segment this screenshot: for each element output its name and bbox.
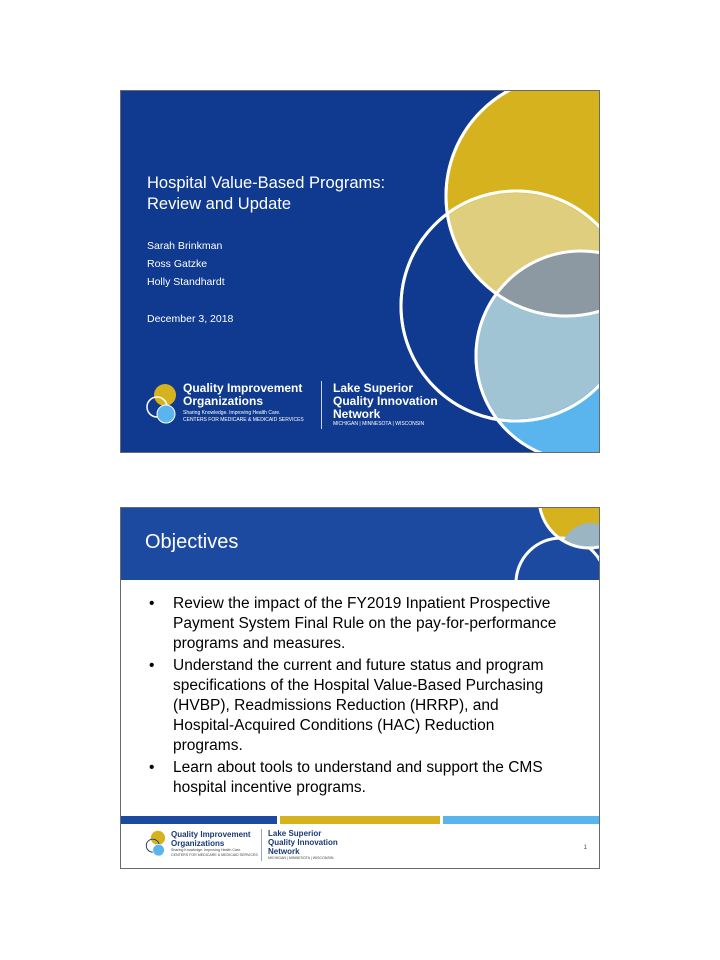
qio-logo-line2: Organizations: [171, 839, 225, 848]
slide-title: Objectives: [145, 531, 239, 553]
title-line-2: Review and Update: [147, 195, 292, 213]
list-item: [143, 758, 563, 798]
presenter-name: Holly Standhardt: [147, 276, 225, 288]
lsqin-logo: [333, 382, 438, 428]
objective-text: Understand the current and future status and program specifications of the Hospital Value-Based Purchasing (HVBP), Readmissions Reduction (HRRP), and Hospital-Acquired Conditions (HAC) Reduction programs.: [173, 657, 544, 754]
qio-logo-icon: [145, 383, 179, 429]
header-circles: [501, 508, 600, 580]
qio-logo-line1: Quality Improvement: [171, 830, 251, 839]
footer-bar-gold: [280, 816, 440, 824]
lsqin-logo-line1: Lake Superior: [333, 381, 414, 395]
lsqin-logo: [268, 829, 338, 861]
lsqin-states: MICHIGAN | MINNESOTA | WISCONSIN: [333, 421, 425, 427]
objective-text: Review the impact of the FY2019 Inpatient Prospective Payment System Final Rule on the pay-for-performance programs and measures.: [173, 595, 557, 652]
qio-logo-line2: Organizations: [183, 394, 264, 408]
objectives-list: [143, 594, 563, 800]
presenter-name: Sarah Brinkman: [147, 240, 223, 252]
lsqin-logo-line2: Quality Innovation: [333, 394, 438, 408]
lsqin-states: MICHIGAN | MINNESOTA | WISCONSIN: [268, 856, 334, 860]
qio-logo: [171, 830, 258, 858]
presentation-title: [147, 173, 385, 215]
qio-subline: CENTERS FOR MEDICARE & MEDICAID SERVICES: [183, 417, 304, 423]
qio-subline: CENTERS FOR MEDICARE & MEDICAID SERVICES: [171, 853, 258, 857]
list-item: [143, 594, 563, 654]
lsqin-logo-line2: Quality Innovation: [268, 838, 338, 847]
bullet-icon: •: [149, 657, 155, 674]
qio-tagline: Sharing Knowledge. Improving Health Care.: [183, 410, 281, 416]
presenter-name: Ross Gatzke: [147, 258, 208, 270]
title-slide: [120, 90, 600, 453]
footer-bar-lightblue: [443, 816, 600, 824]
objective-text: Learn about tools to understand and support the CMS hospital incentive programs.: [173, 759, 543, 796]
bullet-icon: •: [149, 759, 155, 776]
title-line-1: Hospital Value-Based Programs:: [147, 174, 386, 192]
lsqin-logo-line3: Network: [333, 407, 381, 421]
logo-divider: [261, 829, 262, 861]
lsqin-logo-line3: Network: [268, 847, 300, 856]
qio-tagline: Sharing Knowledge. Improving Health Care.: [171, 848, 242, 852]
qio-logo-line1: Quality Improvement: [183, 381, 303, 395]
qio-logo-icon: [145, 830, 167, 860]
presentation-date: December 3, 2018: [147, 313, 234, 325]
lsqin-logo-line1: Lake Superior: [268, 829, 322, 838]
bullet-icon: •: [149, 595, 155, 612]
logo-divider: [321, 381, 322, 429]
list-item: [143, 656, 563, 756]
footer-bar-blue: [121, 816, 277, 824]
objectives-slide: [120, 507, 600, 869]
qio-logo: [183, 382, 304, 424]
page-number: 1: [583, 845, 587, 851]
